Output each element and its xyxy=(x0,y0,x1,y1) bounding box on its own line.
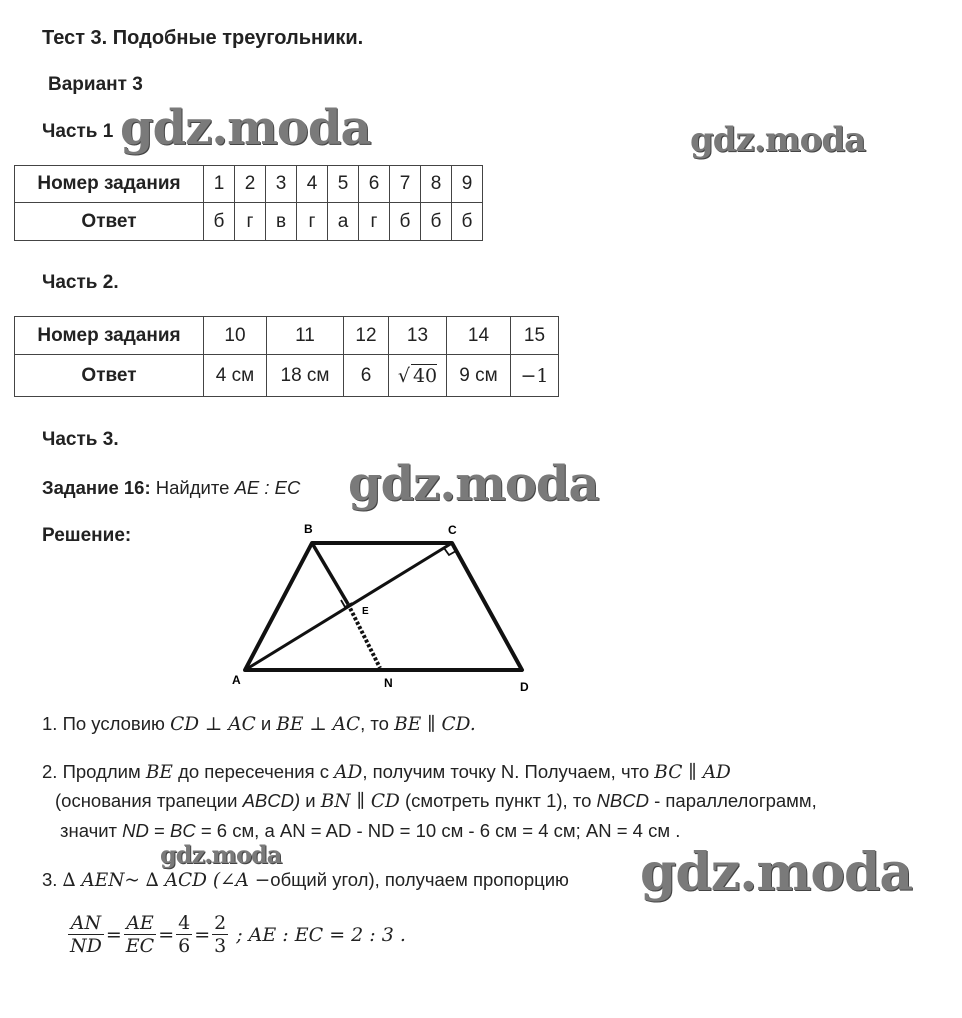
label-a: A xyxy=(232,673,241,687)
watermark: gdz.moda xyxy=(160,840,282,869)
step1-math2: BE ⊥ AC xyxy=(276,714,361,735)
part1-task-cell: 6 xyxy=(359,166,390,203)
watermark: gdz.moda xyxy=(348,456,599,512)
segment-be xyxy=(312,543,348,604)
step2-l3c: = xyxy=(154,820,165,841)
step2-text2: , получим точку N. Получаем, что xyxy=(362,761,650,782)
step-2-line3 xyxy=(60,820,680,842)
step2-l3a: значит xyxy=(60,820,118,841)
step2-l2d: (смотреть пункт 1), то xyxy=(405,790,592,811)
solution-label: Решение: xyxy=(42,525,132,546)
step1-then: , то xyxy=(360,713,389,734)
part1-task-cell: 2 xyxy=(235,166,266,203)
part1-answer-cell: г xyxy=(235,203,266,241)
task16-line xyxy=(42,477,300,499)
watermark: gdz.moda xyxy=(640,842,913,903)
part2-answer-header: Ответ xyxy=(15,355,204,397)
part1-task-cell: 4 xyxy=(297,166,328,203)
part2-answer-cell: 9 см xyxy=(447,355,511,397)
proportion xyxy=(66,912,406,957)
part2-task-cell: 10 xyxy=(204,317,267,355)
step2-math2: AD xyxy=(334,762,363,783)
step1-prefix: 1. По условию xyxy=(42,713,165,734)
fraction-numerator: AN xyxy=(68,912,104,935)
step2-l2c: и xyxy=(305,790,316,811)
equals-sign: = xyxy=(194,923,211,946)
part1-answer-cell: в xyxy=(266,203,297,241)
task16-label: Задание 16: xyxy=(42,477,151,498)
part2-answer-cell: 18 см xyxy=(267,355,344,397)
step2-prefix: 2. Продлим xyxy=(42,761,141,782)
part2-task-header: Номер задания xyxy=(15,317,204,355)
fraction-ae-ec xyxy=(124,912,156,957)
part1-task-cell: 3 xyxy=(266,166,297,203)
label-c: C xyxy=(448,523,457,537)
fraction-2-3 xyxy=(212,912,228,957)
part1-answer-cell: б xyxy=(204,203,235,241)
step2-math4: BN ∥ CD xyxy=(320,791,400,812)
fraction-denominator: EC xyxy=(125,935,155,957)
part1-answer-cell: б xyxy=(390,203,421,241)
part1-task-cell: 9 xyxy=(452,166,483,203)
fraction-4-6 xyxy=(176,912,192,957)
step1-math1: CD ⊥ AC xyxy=(170,714,256,735)
equals-sign: = xyxy=(158,923,175,946)
part2-answer-cell: −1 xyxy=(511,355,559,397)
fraction-denominator: ND xyxy=(70,935,102,957)
step2-math1: BE xyxy=(145,762,173,783)
part2-task-cell: 14 xyxy=(447,317,511,355)
part1-answer-cell: г xyxy=(297,203,328,241)
step-2-line2 xyxy=(55,790,817,812)
step3-math: ∆ AEN~ ∆ ACD (∠A − xyxy=(62,870,271,891)
part1-task-header: Номер задания xyxy=(15,166,204,203)
fraction-numerator: 2 xyxy=(214,912,227,934)
part1-heading: Часть 1 xyxy=(42,121,114,142)
equals-sign: = xyxy=(105,923,122,946)
task16-expression: AE : EC xyxy=(234,477,301,498)
step2-l2f: - параллелограмм, xyxy=(654,790,817,811)
proportion-result: ; AE : EC = 2 : 3 . xyxy=(236,923,406,946)
step2-l3d: BC xyxy=(170,820,196,841)
step-2-line1 xyxy=(42,761,731,783)
part1-task-cell: 5 xyxy=(328,166,359,203)
watermark: gdz.moda xyxy=(690,120,866,160)
trapezoid-diagram xyxy=(220,515,540,700)
step2-l3b: ND xyxy=(122,820,149,841)
variant-label: Вариант 3 xyxy=(48,74,143,95)
step2-l2e: NBCD xyxy=(596,790,649,811)
fraction-numerator: 4 xyxy=(178,912,191,934)
page-title: Тест 3. Подобные треугольники. xyxy=(42,27,364,49)
fraction-numerator: AE xyxy=(124,912,156,935)
label-d: D xyxy=(520,680,529,694)
part3-heading: Часть 3. xyxy=(42,429,119,450)
step2-l3e: = 6 см, а AN = AD - ND = 10 см - 6 см = 4 см; AN = 4 см . xyxy=(200,820,681,841)
part1-answer-header: Ответ xyxy=(15,203,204,241)
step1-and: и xyxy=(260,713,272,734)
part2-task-cell: 11 xyxy=(267,317,344,355)
step2-math3: BC ∥ AD xyxy=(654,762,731,783)
part2-task-cell: 15 xyxy=(511,317,559,355)
step2-l2b: ABCD) xyxy=(242,790,301,811)
part2-answer-cell: √ 40 xyxy=(389,355,447,397)
part1-answer-cell: г xyxy=(359,203,390,241)
step3-prefix: 3. xyxy=(42,869,58,890)
label-b: B xyxy=(304,522,313,536)
label-e: E xyxy=(362,606,369,617)
part2-task-cell: 13 xyxy=(389,317,447,355)
part1-answer-cell: б xyxy=(421,203,452,241)
label-n: N xyxy=(384,676,393,690)
watermark: gdz.moda xyxy=(120,100,371,156)
part1-task-cell: 7 xyxy=(390,166,421,203)
step-1 xyxy=(42,713,476,735)
part2-table xyxy=(14,316,559,397)
part2-answer-cell: 4 см xyxy=(204,355,267,397)
part2-heading: Часть 2. xyxy=(42,272,119,293)
fraction-denominator: 3 xyxy=(214,935,227,957)
part1-table xyxy=(14,165,483,241)
step2-l2a: (основания трапеции xyxy=(55,790,238,811)
task16-text: Найдите xyxy=(155,477,230,498)
part2-answer-cell: 6 xyxy=(344,355,389,397)
part1-task-cell: 8 xyxy=(421,166,452,203)
trapezoid-outline xyxy=(245,543,522,670)
part1-answer-cell: а xyxy=(328,203,359,241)
step-3 xyxy=(42,869,569,891)
fraction-an-nd xyxy=(68,912,104,957)
step3-text: общий угол), получаем пропорцию xyxy=(270,869,569,890)
fraction-denominator: 6 xyxy=(178,935,191,957)
step1-math3: BE ∥ CD. xyxy=(394,714,476,735)
part2-task-cell: 12 xyxy=(344,317,389,355)
step2-text1: до пересечения с xyxy=(178,761,329,782)
part1-answer-cell: б xyxy=(452,203,483,241)
part1-task-cell: 1 xyxy=(204,166,235,203)
